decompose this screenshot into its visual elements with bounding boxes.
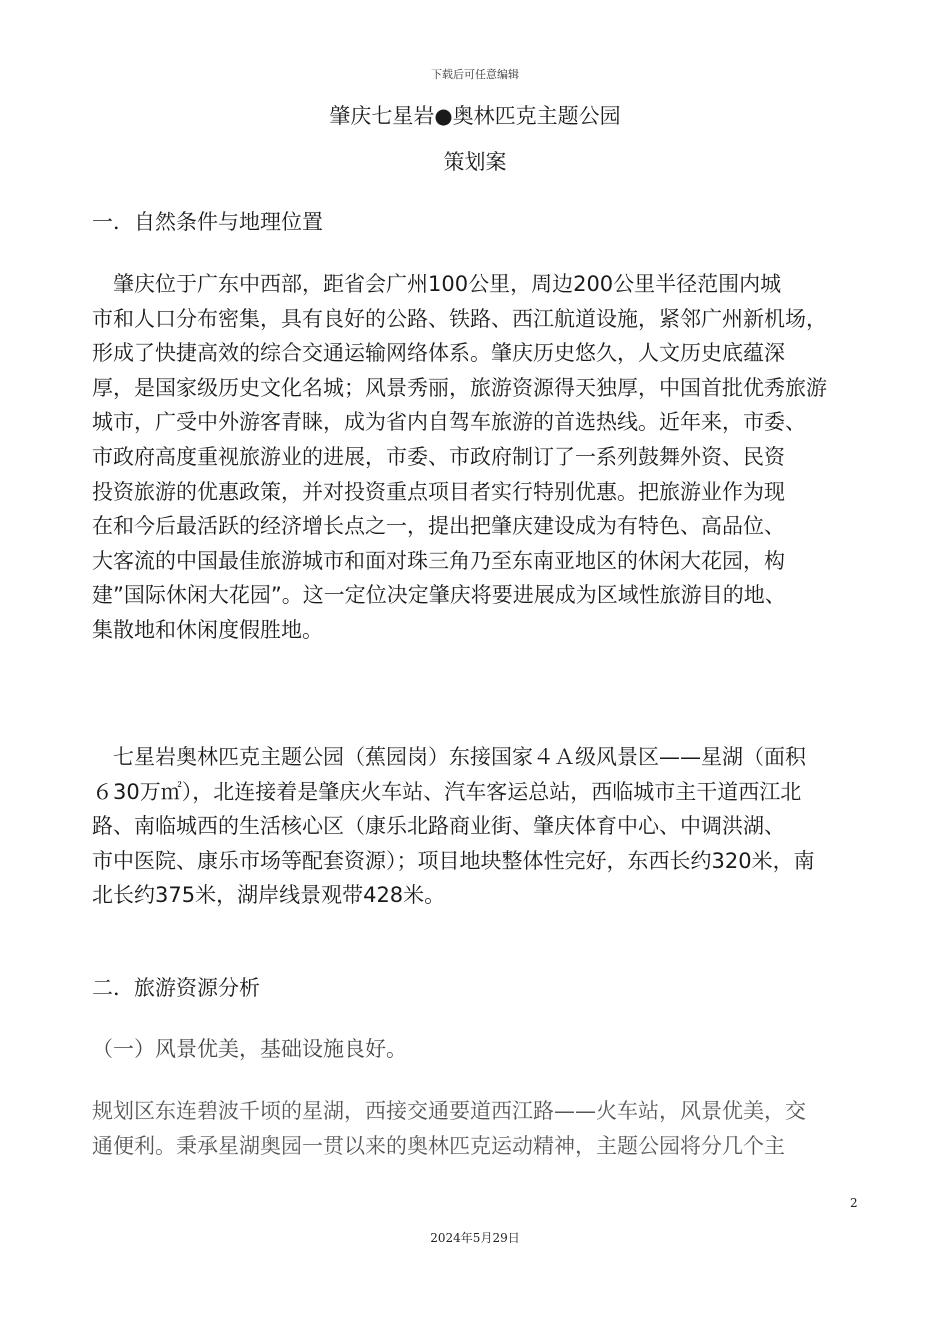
page-number: 2	[850, 1196, 858, 1210]
text-line: 在和今后最活跃的经济增长点之一，提出把肇庆建设成为有特色、高品位、	[92, 514, 785, 539]
document-title: 肇庆七星岩●奥林匹克主题公园	[329, 104, 621, 128]
text-line: 投资旅游的优惠政策，并对投资重点项目者实行特别优惠。把旅游业作为现	[92, 479, 785, 504]
section-1-paragraph-2	[92, 740, 882, 913]
text-line: 北长约375米，湖岸线景观带428米。	[92, 883, 446, 908]
section-1-paragraph-1	[92, 267, 882, 648]
text-line: 大客流的中国最佳旅游城市和面对珠三角乃至东南亚地区的休闲大花园，构	[92, 548, 785, 573]
section-2-paragraph-1	[92, 1094, 882, 1163]
section-1-heading: 一．自然条件与地理位置	[92, 210, 323, 234]
text-line: 七星岩奥林匹克主题公园（蕉园岗）东接国家４Ａ级风景区——星湖（面积	[92, 745, 806, 769]
header-note: 下载后可任意编辑	[431, 68, 519, 81]
text-line: 市和人口分布密集，具有良好的公路、铁路、西江航道设施，紧邻广州新机场，	[92, 306, 827, 331]
text-line: 肇庆位于广东中西部，距省会广州100公里，周边200公里半径范围内城	[92, 272, 782, 296]
text-line: 集散地和休闲度假胜地。	[92, 617, 323, 642]
text-line: 路、南临城西的生活核心区（康乐北路商业街、肇庆体育中心、中调洪湖、	[92, 814, 785, 839]
text-line: 厚，是国家级历史文化名城；风景秀丽，旅游资源得天独厚，中国首批优秀旅游	[92, 375, 827, 400]
text-line: 市政府高度重视旅游业的进展，市委、市政府制订了一系列鼓舞外资、民资	[92, 444, 785, 469]
text-line: 建”国际休闲大花园”。这一定位决定肇庆将要进展成为区域性旅游目的地、	[92, 583, 786, 608]
text-line: 规划区东连碧波千顷的星湖，西接交通要道西江路——火车站，风景优美，交	[92, 1099, 806, 1123]
text-line: ６30万㎡），北连接着是肇庆火车站、汽车客运总站，西临城市主干道西江北	[92, 779, 802, 804]
section-2-subheading: （一）风景优美，基础设施良好。	[92, 1037, 407, 1061]
text-line: 形成了快捷高效的综合交通运输网络体系。肇庆历史悠久，人文历史底蕴深	[92, 341, 785, 366]
document-subtitle: 策划案	[443, 150, 507, 174]
text-line: 城市，广受中外游客青睐，成为省内自驾车旅游的首选热线。近年来，市委、	[92, 410, 806, 435]
text-line: 通便利。秉承星湖奥园一贯以来的奥林匹克运动精神，主题公园将分几个主	[92, 1133, 785, 1158]
text-line: 市中医院、康乐市场等配套资源）；项目地块整体性完好，东西长约320米，南	[92, 848, 815, 873]
section-2-heading: 二．旅游资源分析	[92, 976, 260, 1000]
footer-date: 2024年5月29日	[430, 1231, 520, 1245]
